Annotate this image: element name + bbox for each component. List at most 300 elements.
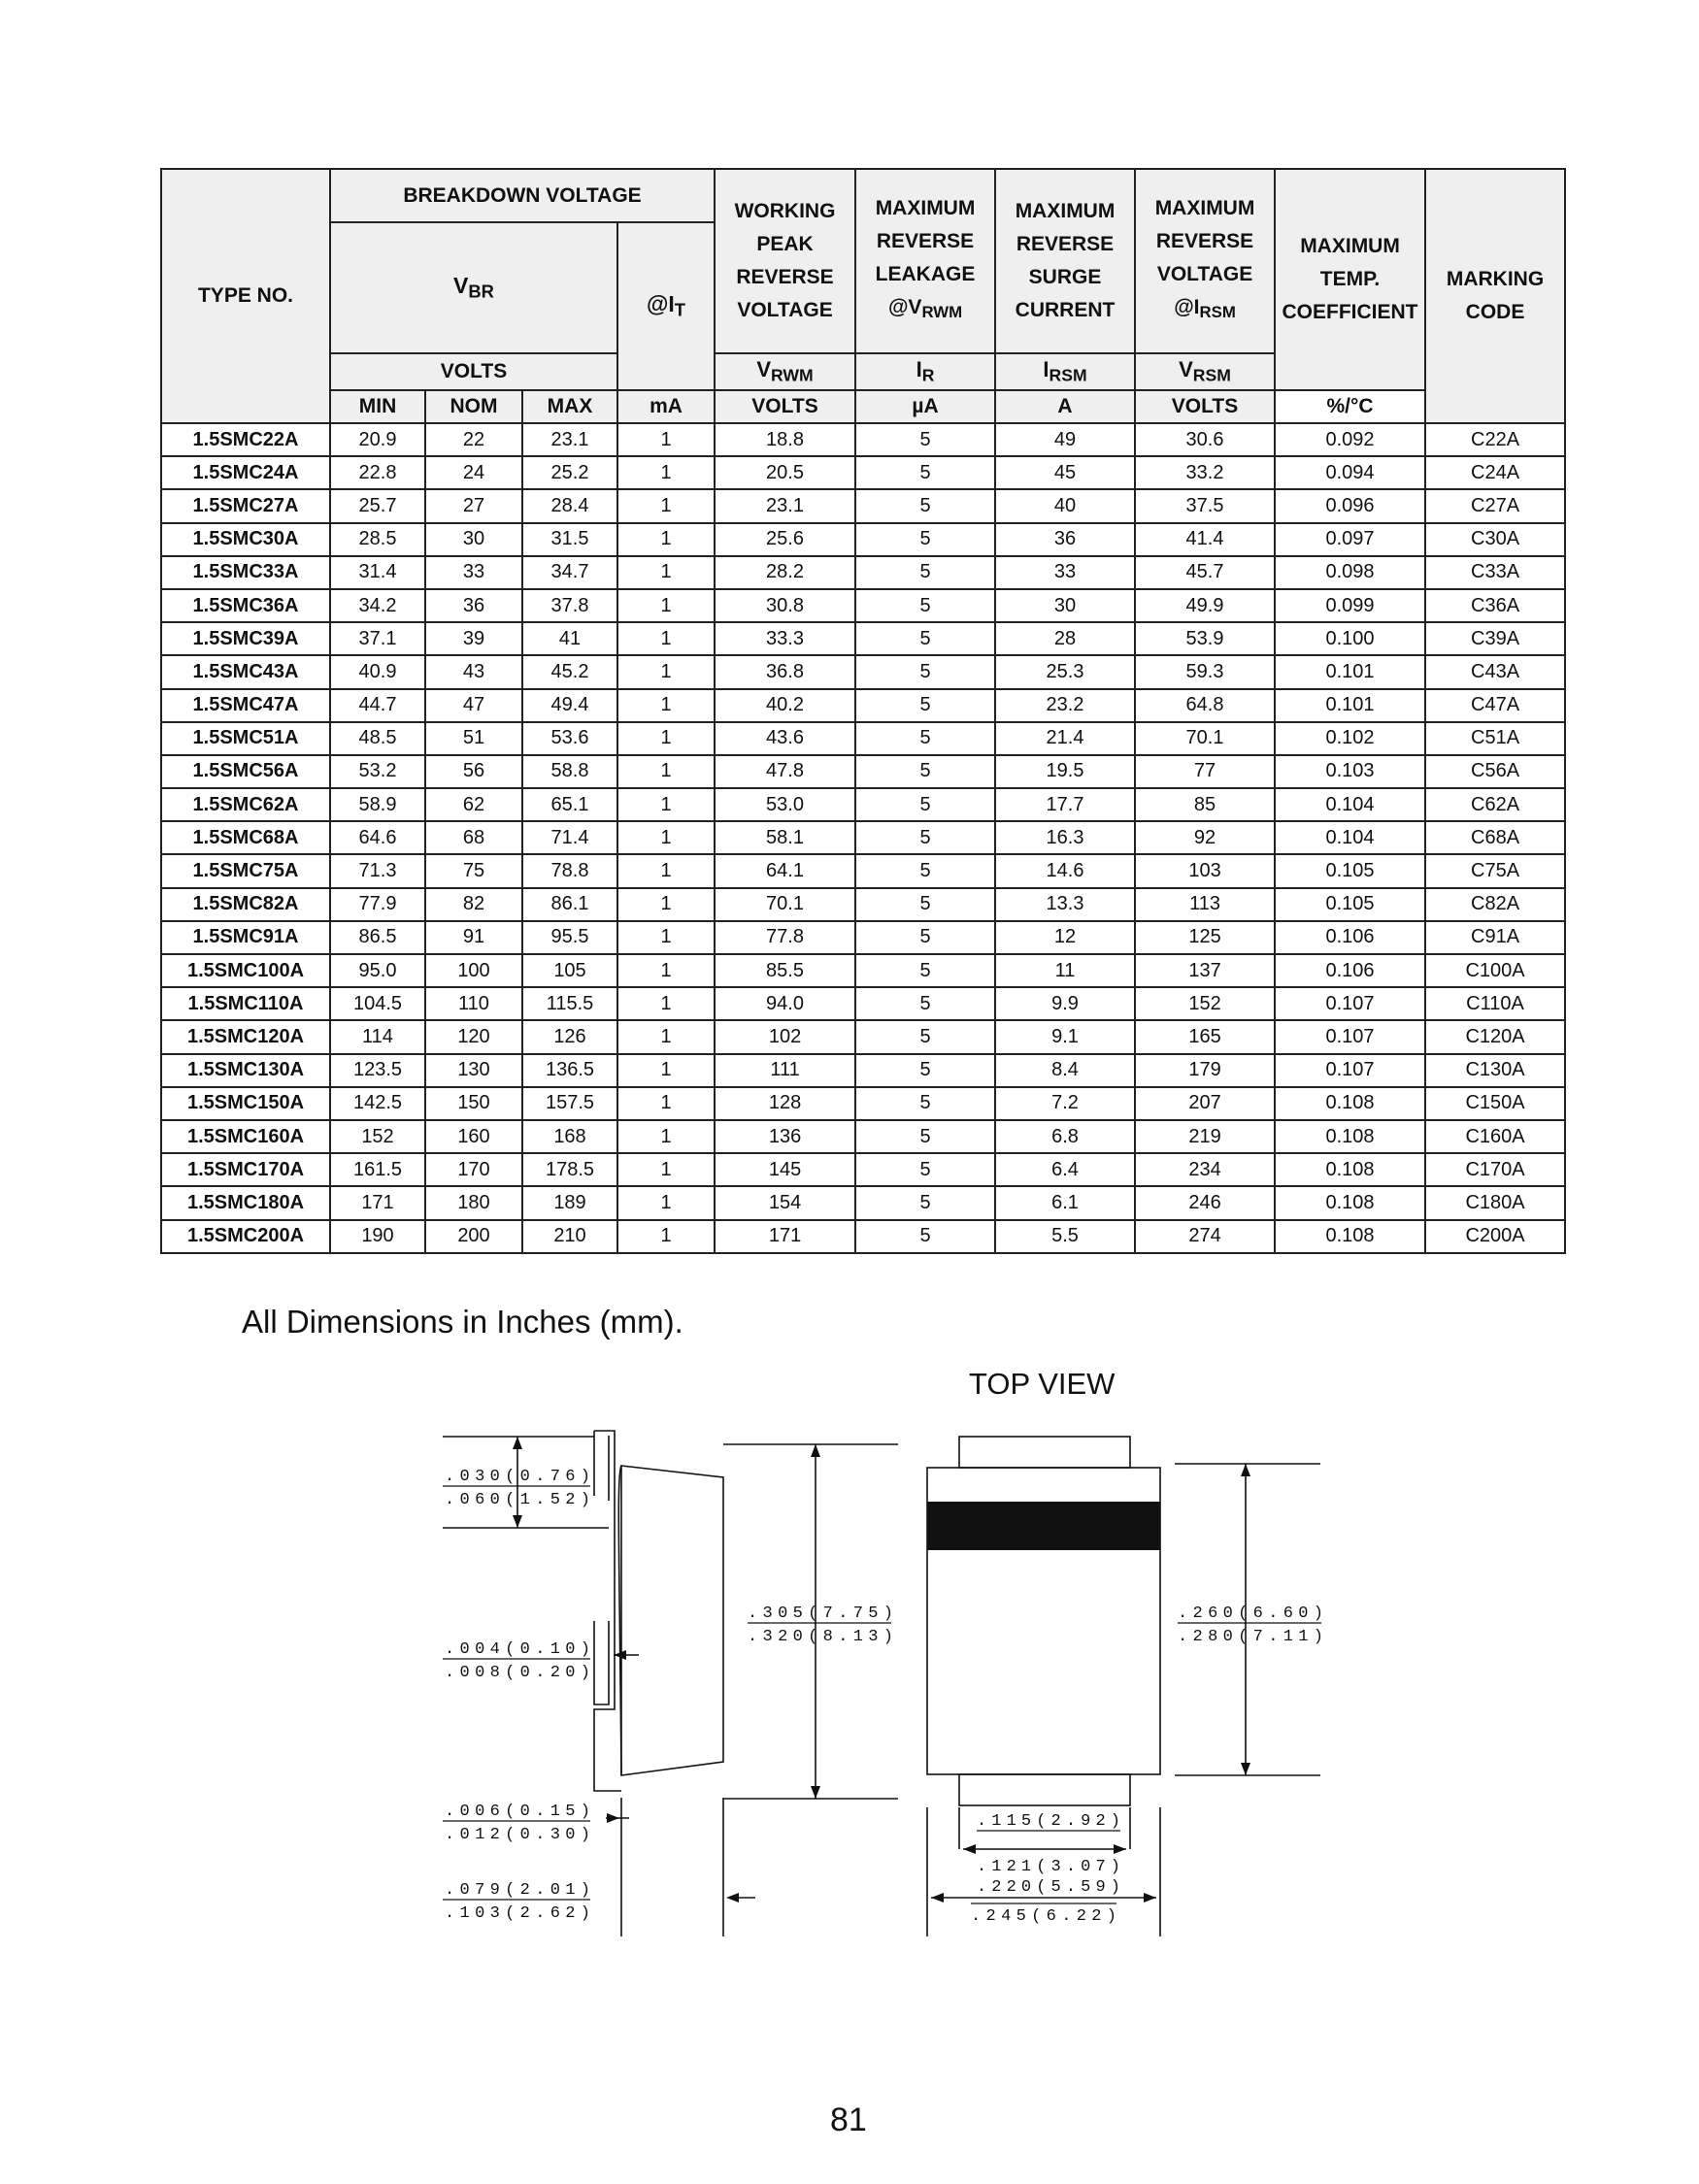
table-cell: 49 — [995, 423, 1135, 456]
table-cell: 171 — [330, 1186, 425, 1219]
header-max-leakage: MAXIMUM REVERSE LEAKAGE $@V_{RWM}$ — [855, 169, 995, 353]
table-cell: 17.7 — [995, 788, 1135, 821]
table-cell: 9.1 — [995, 1020, 1135, 1053]
table-cell: 1 — [617, 821, 715, 854]
dim-body-length-min: .260(6.60) — [1178, 1605, 1323, 1623]
type-number-cell: 1.5SMC62A — [161, 788, 330, 821]
table-cell: 100 — [425, 954, 522, 987]
arrow-head — [607, 1813, 619, 1823]
dim-foot-thickness-max: .012(0.30) — [445, 1826, 590, 1844]
table-cell: 219 — [1135, 1120, 1275, 1153]
type-number-cell: 1.5SMC150A — [161, 1087, 330, 1120]
table-cell: 5 — [855, 1153, 995, 1186]
table-cell: 103 — [1135, 854, 1275, 887]
table-cell: 5 — [855, 921, 995, 954]
table-cell: 5 — [855, 788, 995, 821]
type-number-cell: 1.5SMC36A — [161, 589, 330, 622]
table-cell: 170 — [425, 1153, 522, 1186]
top-view-lead-top — [959, 1437, 1130, 1468]
table-cell: 1 — [617, 921, 715, 954]
table-cell: C100A — [1425, 954, 1565, 987]
table-cell: 43 — [425, 655, 522, 688]
dim-overall-height-max: .320(8.13) — [748, 1628, 893, 1646]
type-number-cell: 1.5SMC68A — [161, 821, 330, 854]
type-number-cell: 1.5SMC75A — [161, 854, 330, 887]
table-cell: 34.7 — [522, 556, 617, 589]
table-cell: 246 — [1135, 1186, 1275, 1219]
table-cell: 171 — [715, 1220, 855, 1253]
table-cell: 0.108 — [1275, 1186, 1425, 1219]
table-cell: 12 — [995, 921, 1135, 954]
table-cell: 53.0 — [715, 788, 855, 821]
table-cell: 5 — [855, 987, 995, 1020]
table-cell: 5 — [855, 755, 995, 788]
table-cell: 113 — [1135, 888, 1275, 921]
table-cell: 49.4 — [522, 689, 617, 722]
table-cell: 5 — [855, 523, 995, 556]
table-cell: 70.1 — [715, 888, 855, 921]
table-cell: 1 — [617, 556, 715, 589]
table-cell: 1 — [617, 456, 715, 489]
header-temp-coefficient: MAXIMUM TEMP. COEFFICIENT — [1275, 169, 1425, 390]
table-cell: 28.4 — [522, 489, 617, 522]
header-marking-code: MARKING CODE — [1425, 169, 1565, 423]
table-cell: 0.106 — [1275, 921, 1425, 954]
table-cell: 31.5 — [522, 523, 617, 556]
dim-body-width-max: .245(6.22) — [971, 1907, 1116, 1926]
table-cell: C75A — [1425, 854, 1565, 887]
table-cell: 1 — [617, 1120, 715, 1153]
type-number-cell: 1.5SMC160A — [161, 1120, 330, 1153]
table-cell: 104.5 — [330, 987, 425, 1020]
dim-lead-width-max: .121(3.07) — [977, 1858, 1120, 1876]
dim-lead-thickness-max: .060(1.52) — [445, 1491, 590, 1509]
table-cell: 94.0 — [715, 987, 855, 1020]
table-cell: 0.100 — [1275, 622, 1425, 655]
table-cell: C200A — [1425, 1220, 1565, 1253]
table-cell: 190 — [330, 1220, 425, 1253]
side-view-lead-inner — [594, 1436, 609, 1704]
table-cell: 95.5 — [522, 921, 617, 954]
table-cell: 30.6 — [1135, 423, 1275, 456]
table-cell: 178.5 — [522, 1153, 617, 1186]
table-cell: 5 — [855, 1087, 995, 1120]
table-cell: 6.8 — [995, 1120, 1135, 1153]
cathode-band — [927, 1502, 1160, 1550]
table-cell: 70.1 — [1135, 722, 1275, 755]
table-cell: 65.1 — [522, 788, 617, 821]
table-cell: C91A — [1425, 921, 1565, 954]
dimensions-caption: All Dimensions in Inches (mm). — [242, 1304, 683, 1340]
header-unit-nom: NOM — [425, 390, 522, 423]
table-cell: 102 — [715, 1020, 855, 1053]
table-cell: 123.5 — [330, 1054, 425, 1087]
table-cell: 130 — [425, 1054, 522, 1087]
table-cell: 1 — [617, 1020, 715, 1053]
arrow-head — [811, 1786, 820, 1799]
table-cell: 5 — [855, 423, 995, 456]
table-cell: 30.8 — [715, 589, 855, 622]
table-cell: 1 — [617, 1054, 715, 1087]
header-sym-ir: $I_R$ — [855, 353, 995, 390]
header-volts-group: VOLTS — [330, 353, 617, 390]
table-cell: 92 — [1135, 821, 1275, 854]
table-cell: 0.099 — [1275, 589, 1425, 622]
table-cell: C120A — [1425, 1020, 1565, 1053]
table-cell: 40 — [995, 489, 1135, 522]
table-cell: 1 — [617, 423, 715, 456]
header-type-no: TYPE NO. — [161, 169, 330, 423]
table-cell: C22A — [1425, 423, 1565, 456]
table-cell: 45.7 — [1135, 556, 1275, 589]
table-cell: 5 — [855, 589, 995, 622]
table-cell: 0.107 — [1275, 987, 1425, 1020]
table-cell: 0.102 — [1275, 722, 1425, 755]
table-cell: 23.1 — [715, 489, 855, 522]
side-view-body — [621, 1466, 723, 1775]
table-cell: 5 — [855, 489, 995, 522]
table-cell: 68 — [425, 821, 522, 854]
arrow-head — [931, 1893, 944, 1903]
table-cell: 25.2 — [522, 456, 617, 489]
table-cell: 0.092 — [1275, 423, 1425, 456]
dim-standoff-max: .008(0.20) — [445, 1664, 590, 1682]
dim-body-height-max: .103(2.62) — [445, 1904, 590, 1923]
table-cell: 58.8 — [522, 755, 617, 788]
table-cell: 82 — [425, 888, 522, 921]
arrow-head — [963, 1844, 976, 1854]
table-cell: 47.8 — [715, 755, 855, 788]
table-cell: C24A — [1425, 456, 1565, 489]
table-cell: 47 — [425, 689, 522, 722]
table-cell: 0.105 — [1275, 854, 1425, 887]
table-cell: 125 — [1135, 921, 1275, 954]
table-cell: 86.1 — [522, 888, 617, 921]
header-it: $@I_T$ — [617, 222, 715, 390]
table-cell: 9.9 — [995, 987, 1135, 1020]
table-cell: 85 — [1135, 788, 1275, 821]
table-cell: C51A — [1425, 722, 1565, 755]
table-cell: 0.104 — [1275, 788, 1425, 821]
table-cell: C82A — [1425, 888, 1565, 921]
table-cell: 37.5 — [1135, 489, 1275, 522]
table-cell: 0.104 — [1275, 821, 1425, 854]
table-cell: 62 — [425, 788, 522, 821]
table-cell: 1 — [617, 1220, 715, 1253]
table-cell: 77.8 — [715, 921, 855, 954]
top-view-label: TOP VIEW — [969, 1367, 1116, 1401]
table-cell: 77.9 — [330, 888, 425, 921]
table-cell: 5 — [855, 1220, 995, 1253]
table-cell: C56A — [1425, 755, 1565, 788]
table-cell: 137 — [1135, 954, 1275, 987]
table-cell: 56 — [425, 755, 522, 788]
table-cell: 120 — [425, 1020, 522, 1053]
header-unit-volts2: VOLTS — [1135, 390, 1275, 423]
table-cell: C33A — [1425, 556, 1565, 589]
table-cell: 5 — [855, 722, 995, 755]
table-cell: 78.8 — [522, 854, 617, 887]
table-cell: 154 — [715, 1186, 855, 1219]
table-cell: C36A — [1425, 589, 1565, 622]
table-cell: 5 — [855, 456, 995, 489]
table-cell: C39A — [1425, 622, 1565, 655]
table-cell: 36 — [425, 589, 522, 622]
table-cell: 200 — [425, 1220, 522, 1253]
table-cell: 114 — [330, 1020, 425, 1053]
table-cell: 1 — [617, 689, 715, 722]
type-number-cell: 1.5SMC30A — [161, 523, 330, 556]
table-cell: 126 — [522, 1020, 617, 1053]
header-max-surge: MAXIMUM REVERSE SURGE CURRENT — [995, 169, 1135, 353]
table-cell: 71.3 — [330, 854, 425, 887]
header-sym-vrwm: $V_{RWM}$ — [715, 353, 855, 390]
table-cell: 180 — [425, 1186, 522, 1219]
table-cell: 43.6 — [715, 722, 855, 755]
table-cell: 6.1 — [995, 1186, 1135, 1219]
table-cell: 64.1 — [715, 854, 855, 887]
table-cell: 37.8 — [522, 589, 617, 622]
table-cell: 189 — [522, 1186, 617, 1219]
table-cell: 53.9 — [1135, 622, 1275, 655]
table-cell: 5 — [855, 622, 995, 655]
table-cell: 5 — [855, 1054, 995, 1087]
table-cell: 95.0 — [330, 954, 425, 987]
table-cell: 58.9 — [330, 788, 425, 821]
dim-body-height-min: .079(2.01) — [445, 1881, 590, 1900]
table-cell: 20.9 — [330, 423, 425, 456]
dim-lead-thickness-min: .030(0.76) — [445, 1468, 590, 1486]
table-cell: 5 — [855, 689, 995, 722]
table-cell: 0.101 — [1275, 655, 1425, 688]
table-cell: C30A — [1425, 523, 1565, 556]
table-cell: 30 — [425, 523, 522, 556]
table-cell: 13.3 — [995, 888, 1135, 921]
type-number-cell: 1.5SMC43A — [161, 655, 330, 688]
table-cell: C150A — [1425, 1087, 1565, 1120]
table-cell: 8.4 — [995, 1054, 1135, 1087]
table-cell: 1 — [617, 1153, 715, 1186]
table-cell: 33.3 — [715, 622, 855, 655]
table-cell: 53.2 — [330, 755, 425, 788]
type-number-cell: 1.5SMC33A — [161, 556, 330, 589]
table-cell: 0.105 — [1275, 888, 1425, 921]
table-cell: 33 — [995, 556, 1135, 589]
table-cell: 5 — [855, 1020, 995, 1053]
table-cell: 19.5 — [995, 755, 1135, 788]
table-cell: 40.9 — [330, 655, 425, 688]
table-cell: 0.098 — [1275, 556, 1425, 589]
table-cell: 59.3 — [1135, 655, 1275, 688]
type-number-cell: 1.5SMC27A — [161, 489, 330, 522]
type-number-cell: 1.5SMC110A — [161, 987, 330, 1020]
table-cell: 71.4 — [522, 821, 617, 854]
table-cell: 41 — [522, 622, 617, 655]
table-cell: 179 — [1135, 1054, 1275, 1087]
table-cell: 5 — [855, 821, 995, 854]
dim-body-width-min: .220(5.59) — [977, 1878, 1120, 1897]
table-cell: 24 — [425, 456, 522, 489]
arrow-head — [513, 1437, 522, 1449]
table-cell: 234 — [1135, 1153, 1275, 1186]
table-cell: 31.4 — [330, 556, 425, 589]
arrow-head — [1241, 1464, 1250, 1476]
page-number: 81 — [830, 2101, 867, 2138]
arrow-head — [1144, 1893, 1156, 1903]
dim-foot-thickness-min: .006(0.15) — [445, 1803, 590, 1821]
header-sym-irsm: $I_{RSM}$ — [995, 353, 1135, 390]
table-cell: 21.4 — [995, 722, 1135, 755]
table-cell: 91 — [425, 921, 522, 954]
header-unit-max: MAX — [522, 390, 617, 423]
table-cell: 23.1 — [522, 423, 617, 456]
table-cell: 1 — [617, 622, 715, 655]
table-cell: 30 — [995, 589, 1135, 622]
dim-overall-height-min: .305(7.75) — [748, 1605, 893, 1623]
table-cell: 5 — [855, 954, 995, 987]
type-number-cell: 1.5SMC91A — [161, 921, 330, 954]
table-cell: 210 — [522, 1220, 617, 1253]
table-cell: 1 — [617, 655, 715, 688]
header-vbr: $V_{BR}$ — [330, 222, 617, 353]
table-cell: 1 — [617, 489, 715, 522]
table-cell: 165 — [1135, 1020, 1275, 1053]
table-cell: 39 — [425, 622, 522, 655]
table-cell: 40.2 — [715, 689, 855, 722]
table-cell: 75 — [425, 854, 522, 887]
table-cell: 85.5 — [715, 954, 855, 987]
table-cell: 1 — [617, 755, 715, 788]
table-cell: 44.7 — [330, 689, 425, 722]
arrow-head — [726, 1893, 739, 1903]
arrow-head — [1241, 1763, 1250, 1775]
table-cell: C110A — [1425, 987, 1565, 1020]
table-cell: 58.1 — [715, 821, 855, 854]
table-cell: 0.108 — [1275, 1120, 1425, 1153]
table-cell: 5.5 — [995, 1220, 1135, 1253]
table-cell: 5 — [855, 854, 995, 887]
table-cell: 1 — [617, 1087, 715, 1120]
table-cell: 1 — [617, 987, 715, 1020]
table-cell: 1 — [617, 888, 715, 921]
table-cell: C130A — [1425, 1054, 1565, 1087]
type-number-cell: 1.5SMC39A — [161, 622, 330, 655]
table-cell: 274 — [1135, 1220, 1275, 1253]
table-cell: 53.6 — [522, 722, 617, 755]
table-cell: 160 — [425, 1120, 522, 1153]
table-cell: 25.7 — [330, 489, 425, 522]
side-view-lead — [594, 1431, 621, 1791]
table-cell: 1 — [617, 1186, 715, 1219]
table-cell: C68A — [1425, 821, 1565, 854]
table-cell: 1 — [617, 854, 715, 887]
table-cell: 0.108 — [1275, 1087, 1425, 1120]
table-cell: C47A — [1425, 689, 1565, 722]
table-cell: 51 — [425, 722, 522, 755]
table-cell: 105 — [522, 954, 617, 987]
table-cell: 161.5 — [330, 1153, 425, 1186]
table-cell: 128 — [715, 1087, 855, 1120]
type-number-cell: 1.5SMC24A — [161, 456, 330, 489]
table-cell: 111 — [715, 1054, 855, 1087]
table-cell: C62A — [1425, 788, 1565, 821]
table-cell: 142.5 — [330, 1087, 425, 1120]
table-cell: 25.3 — [995, 655, 1135, 688]
table-cell: 18.8 — [715, 423, 855, 456]
table-cell: 64.8 — [1135, 689, 1275, 722]
table-cell: 0.101 — [1275, 689, 1425, 722]
dim-body-length-max: .280(7.11) — [1178, 1628, 1323, 1646]
table-cell: 45 — [995, 456, 1135, 489]
header-unit-min: MIN — [330, 390, 425, 423]
table-cell: 136 — [715, 1120, 855, 1153]
table-cell: 0.103 — [1275, 755, 1425, 788]
type-number-cell: 1.5SMC51A — [161, 722, 330, 755]
table-cell: 0.106 — [1275, 954, 1425, 987]
table-cell: 7.2 — [995, 1087, 1135, 1120]
table-cell: 157.5 — [522, 1087, 617, 1120]
arrow-head — [811, 1444, 820, 1457]
top-view-lead-bottom — [959, 1774, 1130, 1805]
table-cell: 0.107 — [1275, 1054, 1425, 1087]
table-cell: C27A — [1425, 489, 1565, 522]
table-cell: 0.108 — [1275, 1153, 1425, 1186]
table-cell: 22.8 — [330, 456, 425, 489]
table-cell: 16.3 — [995, 821, 1135, 854]
type-number-cell: 1.5SMC130A — [161, 1054, 330, 1087]
type-number-cell: 1.5SMC200A — [161, 1220, 330, 1253]
table-cell: 45.2 — [522, 655, 617, 688]
table-cell: 11 — [995, 954, 1135, 987]
table-cell: 36.8 — [715, 655, 855, 688]
table-cell: 6.4 — [995, 1153, 1135, 1186]
header-unit-pct: %/°C — [1275, 390, 1425, 423]
table-cell: 37.1 — [330, 622, 425, 655]
dim-lead-width-min: .115(2.92) — [977, 1812, 1120, 1831]
table-cell: 5 — [855, 888, 995, 921]
table-cell: 25.6 — [715, 523, 855, 556]
type-number-cell: 1.5SMC170A — [161, 1153, 330, 1186]
header-sym-vrsm: $V_{RSM}$ — [1135, 353, 1275, 390]
table-cell: 152 — [330, 1120, 425, 1153]
table-cell: 23.2 — [995, 689, 1135, 722]
type-number-cell: 1.5SMC56A — [161, 755, 330, 788]
table-cell: 28.5 — [330, 523, 425, 556]
table-cell: 5 — [855, 556, 995, 589]
table-cell: 33 — [425, 556, 522, 589]
table-cell: 49.9 — [1135, 589, 1275, 622]
table-cell: 1 — [617, 722, 715, 755]
table-cell: 64.6 — [330, 821, 425, 854]
table-cell: 152 — [1135, 987, 1275, 1020]
table-cell: 14.6 — [995, 854, 1135, 887]
table-cell: 145 — [715, 1153, 855, 1186]
table-cell: 48.5 — [330, 722, 425, 755]
type-number-cell: 1.5SMC180A — [161, 1186, 330, 1219]
header-unit-ma: mA — [617, 390, 715, 423]
table-cell: 115.5 — [522, 987, 617, 1020]
table-cell: C180A — [1425, 1186, 1565, 1219]
table-cell: 28.2 — [715, 556, 855, 589]
table-cell: 5 — [855, 1186, 995, 1219]
table-cell: 1 — [617, 589, 715, 622]
table-cell: 136.5 — [522, 1054, 617, 1087]
table-cell: C43A — [1425, 655, 1565, 688]
header-working-peak: WORKING PEAK REVERSE VOLTAGE — [715, 169, 855, 353]
type-number-cell: 1.5SMC100A — [161, 954, 330, 987]
header-unit-volts: VOLTS — [715, 390, 855, 423]
table-cell: 5 — [855, 1120, 995, 1153]
